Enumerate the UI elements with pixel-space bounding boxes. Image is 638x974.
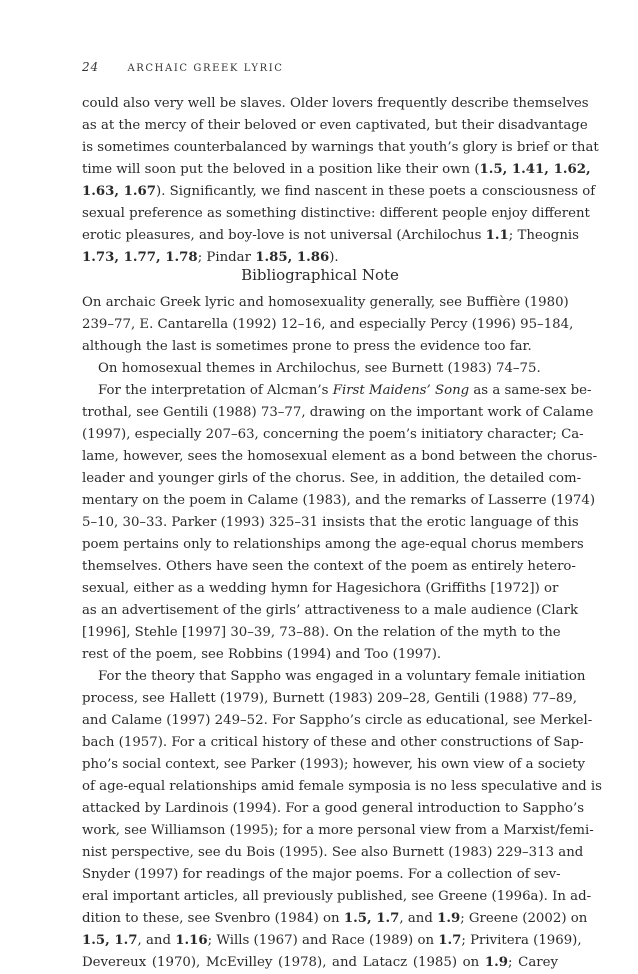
text-line: themselves. Others have seen the context of the poem as entirely hetero- [82, 559, 576, 574]
text-line: On archaic Greek lyric and homosexuality generally, see Buffière (1980) [82, 295, 569, 310]
text-line: as an advertisement of the girls’ attractiveness to a male audience (Clark [82, 603, 579, 618]
text-line: eral important articles, all previously published, see Greene (1996a). In ad- [82, 889, 592, 904]
page-number: 24 [82, 60, 100, 74]
text-line: poem pertains only to relationships among the age-equal chorus members [82, 537, 584, 552]
text-line: [1996], Stehle [1997] 30–39, 73–88). On the relation of the myth to the [82, 625, 561, 640]
text-line: of age-equal relationships amid female symposia is no less speculative and is [82, 779, 602, 794]
text-line: attacked by Lardinois (1994). For a good general introduction to Sappho’s [82, 801, 585, 816]
text-line: leader and younger girls of the chorus. See, in addition, the detailed com- [82, 471, 582, 486]
text-line: 239–77, E. Cantarella (1992) 12–16, and especially Percy (1996) 95–184, [82, 317, 574, 332]
text-line: sexual, either as a wedding hymn for Hagesichora (Griffiths [1972]) or [82, 581, 559, 596]
text-line: 1.5, 1.7, and 1.16; Wills (1967) and Race (1989) on 1.7; Privitera (1969), [82, 933, 582, 948]
text-line: (1997), especially 207–63, concerning the poem’s initiatory character; Ca- [82, 427, 584, 442]
text-line: 1.73, 1.77, 1.78; Pindar 1.85, 1.86). [82, 250, 339, 265]
text-line: work, see Williamson (1995); for a more personal view from a Marxist/femi- [82, 823, 594, 838]
text-line: mentary on the poem in Calame (1983), and the remarks of Lasserre (1974) [82, 493, 596, 508]
text-line: nist perspective, see du Bois (1995). See also Burnett (1983) 229–313 and [82, 845, 584, 860]
text-line: process, see Hallett (1979), Burnett (1983) 209–28, Gentili (1988) 77–89, [82, 691, 577, 706]
text-line: rest of the poem, see Robbins (1994) and Too (1997). [82, 647, 442, 662]
text-line: is sometimes counterbalanced by warnings that youth’s glory is brief or that [82, 140, 599, 155]
text-line: On homosexual themes in Archilochus, see Burnett (1983) 74–75. [98, 361, 541, 376]
text-line: Devereux (1970), McEvilley (1978), and Latacz (1985) on 1.9; Carey [82, 955, 558, 970]
text-line: lame, however, sees the homosexual element as a bond between the chorus- [82, 449, 598, 464]
running-head [82, 60, 562, 74]
running-title: ARCHAIC GREEK LYRIC [127, 63, 284, 74]
text-line: bach (1957). For a critical history of these and other constructions of Sap- [82, 735, 584, 750]
text-line: 5–10, 30–33. Parker (1993) 325–31 insists that the erotic language of this [82, 515, 579, 530]
text-line: pho’s social context, see Parker (1993); however, his own view of a society [82, 757, 586, 772]
text-line: dition to these, see Svenbro (1984) on 1.5, 1.7, and 1.9; Greene (2002) on [82, 911, 588, 926]
section-heading: Bibliographical Note [241, 266, 399, 284]
text-line: erotic pleasures, and boy-love is not universal (Archilochus 1.1; Theognis [82, 228, 579, 243]
text-line: and Calame (1997) 249–52. For Sappho’s circle as educational, see Merkel- [82, 713, 593, 728]
text-line: trothal, see Gentili (1988) 73–77, drawing on the important work of Calame [82, 405, 594, 420]
text-line: as at the mercy of their beloved or even captivated, but their disadvantage [82, 118, 588, 133]
text-line: time will soon put the beloved in a position like their own (1.5, 1.41, 1.62, [82, 162, 591, 177]
text-line: For the interpretation of Alcman’s First Maidens’ Song as a same-sex be- [98, 383, 592, 398]
text-line: 1.63, 1.67). Significantly, we find nascent in these poets a consciousness of [82, 184, 596, 199]
text-line: could also very well be slaves. Older lovers frequently describe themselves [82, 96, 589, 111]
text-line: although the last is sometimes prone to press the evidence too far. [82, 339, 532, 354]
text-line: For the theory that Sappho was engaged in a voluntary female initiation [98, 669, 586, 684]
text-line: sexual preference as something distinctive: different people enjoy different [82, 206, 590, 221]
text-line: Snyder (1997) for readings of the major poems. For a collection of sev- [82, 867, 561, 882]
